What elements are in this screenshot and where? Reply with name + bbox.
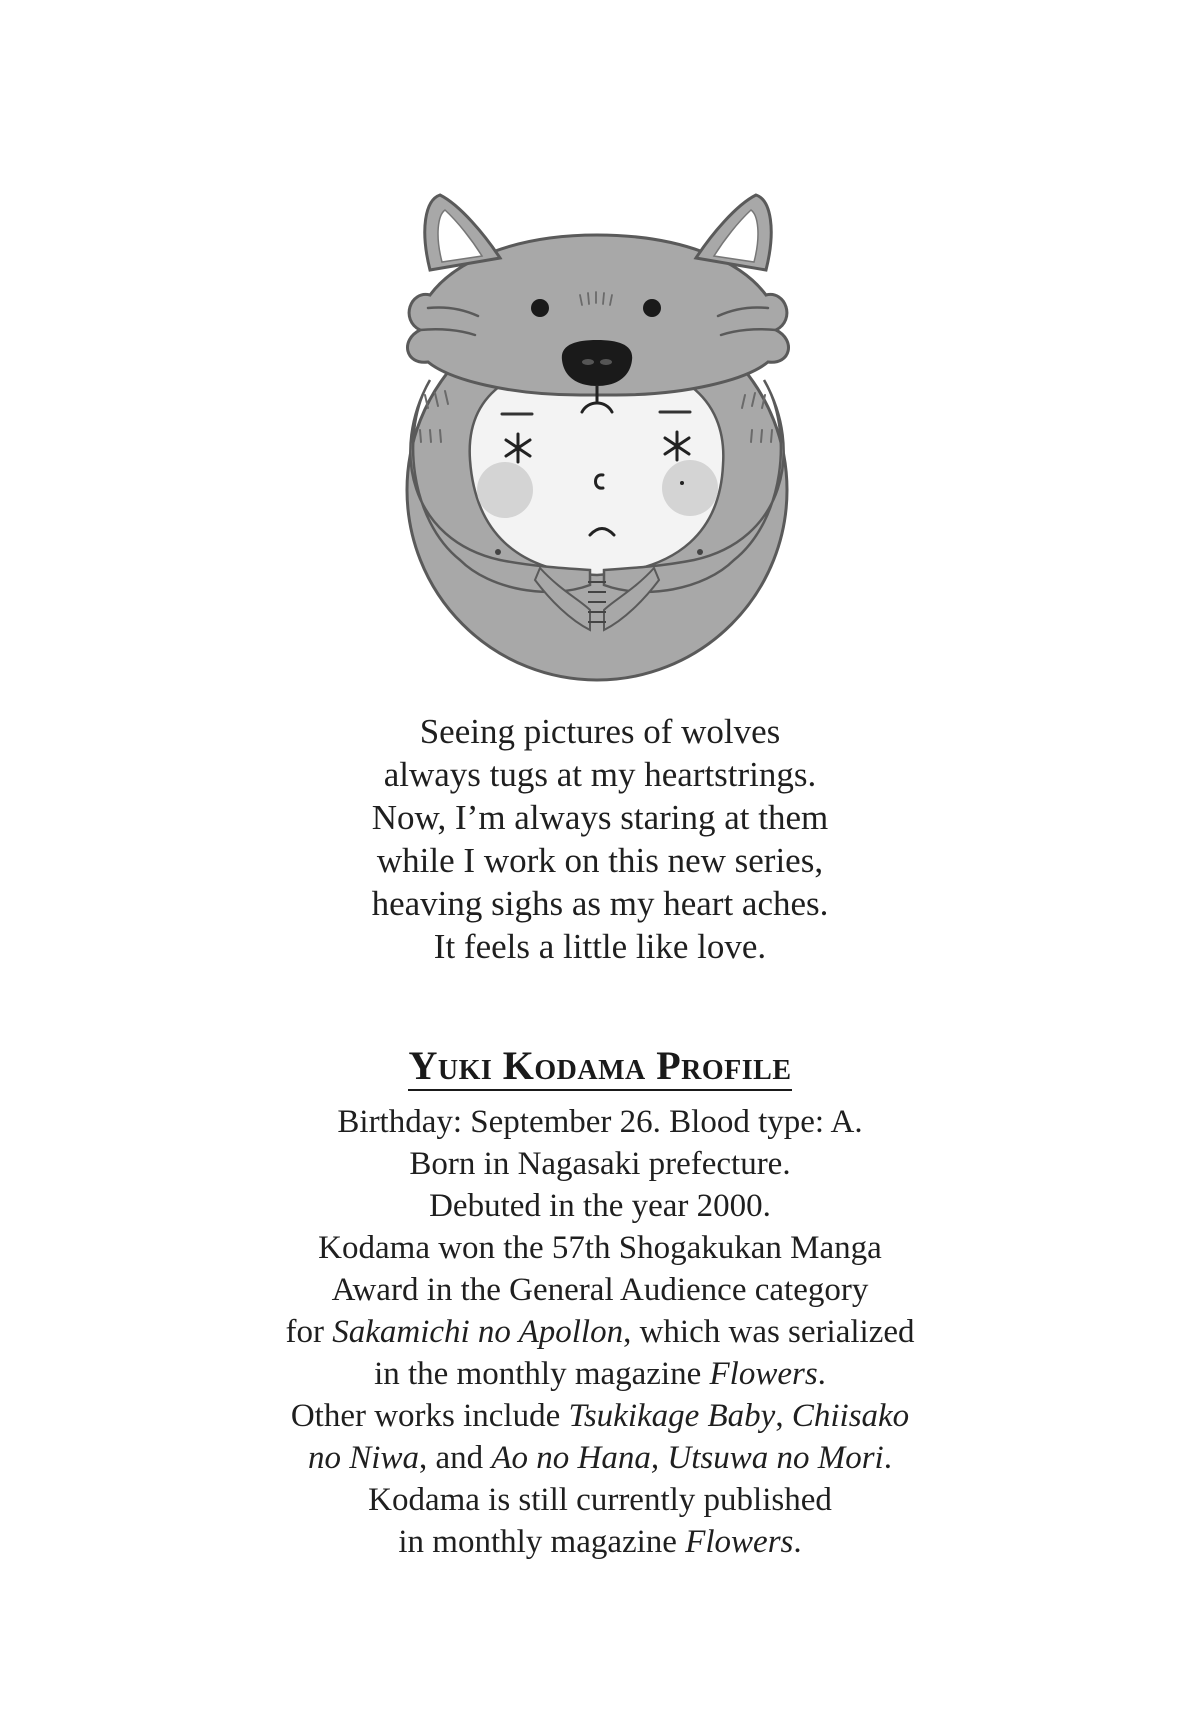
profile-line: Debuted in the year 2000.	[429, 1188, 771, 1224]
wolf-right-eye	[643, 299, 661, 317]
profile-line: Kodama won the 57th Shogakukan Manga	[318, 1230, 882, 1266]
text-fragment: .	[883, 1440, 892, 1476]
magazine-title: Flowers	[709, 1356, 818, 1392]
profile-line	[150, 1311, 1050, 1353]
profile-line	[150, 1395, 1050, 1437]
profile-line: Kodama is still currently published	[368, 1482, 832, 1518]
profile-line: Award in the General Audience category	[331, 1272, 869, 1308]
text-fragment: .	[817, 1356, 826, 1392]
work-title: Chiisako	[791, 1398, 910, 1434]
text-fragment: Other works include	[290, 1398, 569, 1434]
profile-line	[150, 1437, 1050, 1479]
profile-title-text: Yuki Kodama Profile	[408, 1043, 791, 1091]
magazine-title: Flowers	[685, 1524, 794, 1560]
work-title: Ao no Hana, Utsuwa no Mori	[491, 1440, 884, 1476]
profile-line	[150, 1353, 1050, 1395]
wolf-hood-character-illustration	[390, 190, 810, 690]
author-message	[200, 710, 1000, 968]
text-fragment: in the monthly magazine	[374, 1356, 710, 1392]
message-line: always tugs at my heartstrings.	[383, 755, 817, 794]
text-fragment: ,	[775, 1398, 792, 1434]
left-cheek	[477, 462, 533, 518]
text-fragment: , which was serialized	[623, 1314, 915, 1350]
message-line: Seeing pictures of wolves	[419, 712, 781, 751]
profile-line: Birthday: September 26. Blood type: A.	[337, 1104, 863, 1140]
text-fragment: for	[285, 1314, 333, 1350]
work-title: no Niwa	[308, 1440, 419, 1476]
profile-body	[150, 1101, 1050, 1563]
profile-line	[150, 1521, 1050, 1563]
right-cheek	[662, 460, 718, 516]
beauty-mark	[680, 481, 684, 485]
work-title: Tsukikage Baby	[568, 1398, 776, 1434]
message-line: It feels a little like love.	[433, 927, 767, 966]
work-title: Sakamichi no Apollon	[332, 1314, 624, 1350]
text-fragment: , and	[418, 1440, 492, 1476]
message-line: while I work on this new series,	[376, 841, 824, 880]
message-line: Now, I’m always staring at them	[371, 798, 829, 837]
text-fragment: in monthly magazine	[398, 1524, 686, 1560]
profile-line: Born in Nagasaki prefecture.	[409, 1146, 791, 1182]
message-line: heaving sighs as my heart aches.	[371, 884, 829, 923]
profile-heading	[200, 1042, 1000, 1090]
text-fragment: .	[793, 1524, 802, 1560]
wolf-left-eye	[531, 299, 549, 317]
